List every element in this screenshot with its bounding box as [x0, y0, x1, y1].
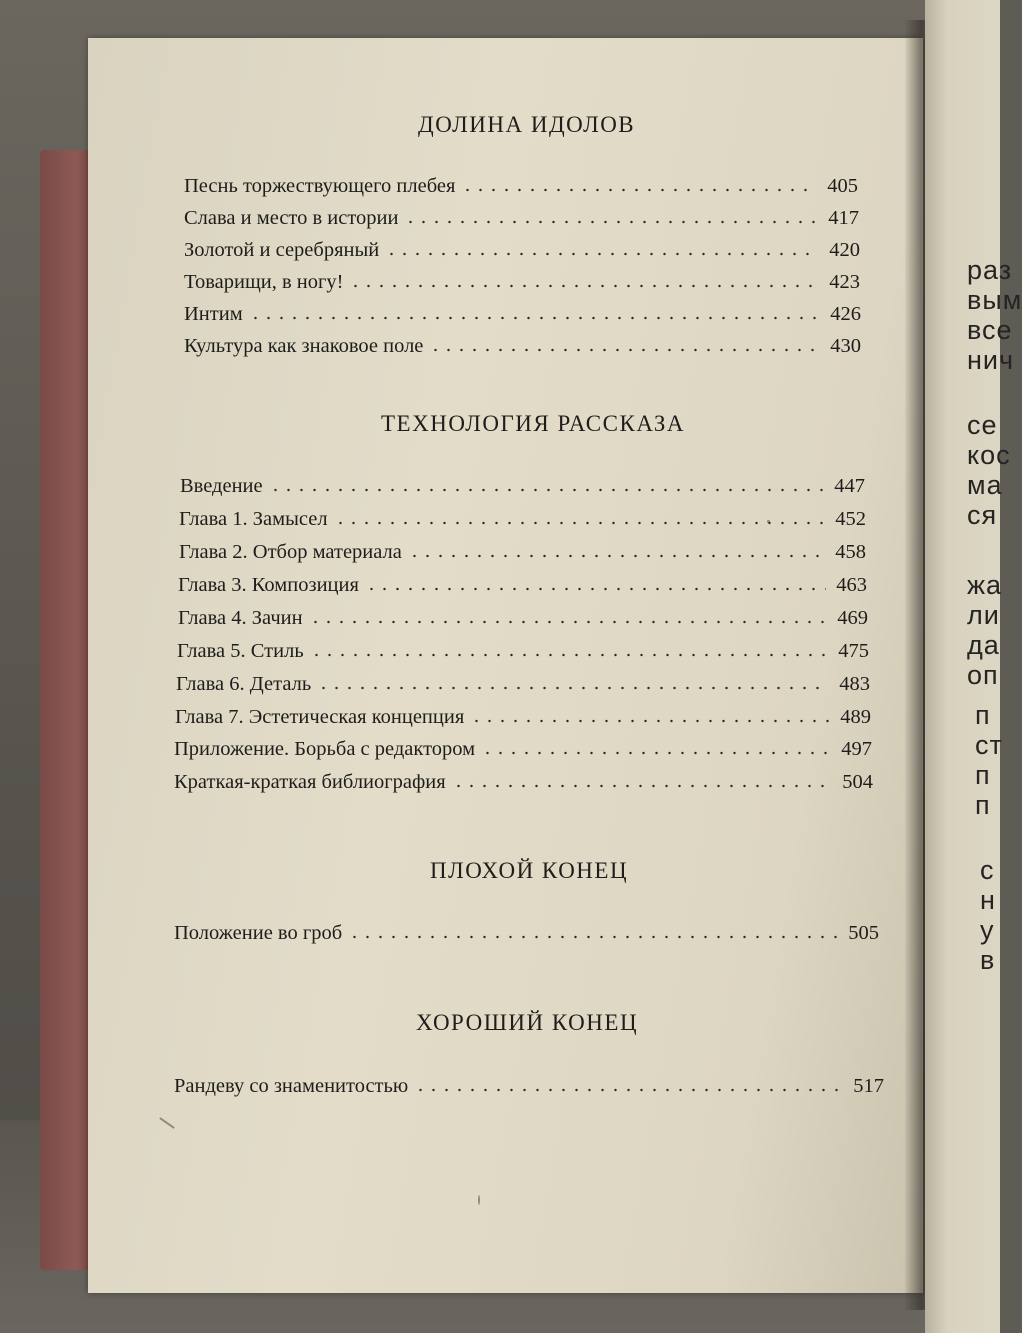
facing-page	[925, 0, 1022, 1333]
toc-entry	[179, 501, 866, 531]
dot-leader	[414, 1088, 843, 1092]
facing-page-fragment: жа	[967, 570, 1003, 600]
toc-entry	[184, 168, 858, 198]
toc-entry-page: 452	[835, 508, 866, 530]
toc-entry-title: Глава 1. Замысел	[179, 508, 328, 530]
facing-page-fragment: с	[980, 855, 995, 885]
section-title-plokhoy-konets: ПЛОХОЙ КОНЕЦ	[430, 858, 629, 883]
section-title-tekhnologiya-rasskaza: ТЕХНОЛОГИЯ РАССКАЗА	[381, 411, 685, 436]
dot-leader	[461, 188, 817, 192]
toc-entry-title: Слава и место в истории	[184, 207, 399, 229]
toc-entry	[174, 1068, 884, 1098]
toc-entry-page: 417	[828, 207, 859, 229]
dot-leader	[429, 348, 820, 352]
toc-entry	[184, 200, 859, 230]
dot-leader	[481, 751, 831, 755]
facing-page-fragment: п	[975, 760, 991, 790]
dot-leader	[249, 316, 821, 320]
toc-entry-page: 497	[841, 738, 872, 760]
toc-entry	[174, 764, 873, 794]
toc-entry-page: 489	[840, 706, 871, 728]
toc-entry-title: Положение во гроб	[174, 922, 343, 944]
toc-entry	[178, 600, 868, 630]
paper-speck	[478, 1195, 480, 1205]
facing-page-fragment: п	[975, 700, 991, 730]
toc-entry-page: 426	[830, 303, 861, 325]
toc-entry-page: 469	[837, 607, 868, 629]
facing-page-fragment: у	[980, 915, 995, 945]
toc-entry	[184, 232, 860, 262]
toc-entry-title: Товарищи, в ногу!	[184, 271, 344, 293]
toc-entry-page: 517	[853, 1075, 884, 1097]
toc-entry-page: 405	[827, 175, 858, 197]
toc-entry	[174, 915, 879, 945]
dot-leader	[348, 935, 838, 939]
facing-page-fragment: ст	[975, 730, 1003, 760]
facing-page-fragment: кос	[967, 440, 1011, 470]
dot-leader	[269, 488, 825, 492]
dot-leader	[317, 686, 829, 690]
facing-page-fragment: все	[967, 315, 1013, 345]
dot-leader	[310, 653, 829, 657]
dot-leader	[408, 554, 825, 558]
toc-entry	[184, 296, 861, 326]
dot-leader	[404, 220, 818, 224]
dot-leader	[365, 587, 826, 591]
toc-entry	[175, 699, 871, 729]
toc-entry	[180, 468, 865, 498]
toc-entry-title: Глава 3. Композиция	[178, 574, 359, 596]
facing-page-fragment: се	[967, 410, 998, 440]
dot-leader	[349, 284, 819, 288]
toc-entry	[177, 633, 869, 663]
toc-entry-title: Культура как знаковое поле	[184, 335, 424, 357]
facing-page-fragment: ма	[967, 470, 1003, 500]
dot-leader	[385, 252, 819, 256]
toc-entry-title: Краткая-краткая библиография	[174, 771, 446, 793]
toc-entry	[184, 328, 861, 358]
toc-entry-title: Глава 2. Отбор материала	[179, 541, 402, 563]
toc-entry-page: 458	[835, 541, 866, 563]
toc-entry-page: 463	[836, 574, 867, 596]
paper-speck	[767, 520, 770, 523]
toc-entry	[179, 534, 866, 564]
toc-entry	[176, 666, 870, 696]
dot-leader	[470, 719, 830, 723]
toc-entry-page: 423	[829, 271, 860, 293]
toc-entry-title: Интим	[184, 303, 243, 325]
facing-page-fragment: в	[980, 945, 996, 975]
dot-leader	[309, 620, 828, 624]
toc-entry-page: 504	[842, 771, 873, 793]
facing-page-fragment: да	[967, 630, 1000, 660]
toc-entry-page: 483	[839, 673, 870, 695]
toc-entry-title: Глава 4. Зачин	[178, 607, 303, 629]
toc-entry-title: Золотой и серебряный	[184, 239, 380, 261]
toc-entry-page: 505	[848, 922, 879, 944]
facing-page-fragment: ли	[967, 600, 1000, 630]
toc-entry-page: 420	[829, 239, 860, 261]
toc-entry-title: Введение	[180, 475, 263, 497]
facing-page-fragment: оп	[967, 660, 999, 690]
toc-entry-page: 475	[838, 640, 869, 662]
facing-page-fragment: вым	[967, 285, 1022, 315]
toc-entry-title: Глава 7. Эстетическая концепция	[175, 706, 465, 728]
toc-entry	[178, 567, 867, 597]
facing-page-fragment: н	[980, 885, 996, 915]
toc-entry	[174, 731, 872, 761]
toc-entry	[184, 264, 860, 294]
facing-page-fragment: п	[975, 790, 991, 820]
toc-entry-title: Песнь торжествующего плебея	[184, 175, 456, 197]
toc-entry-page: 430	[830, 335, 861, 357]
toc-entry-page: 447	[834, 475, 865, 497]
dot-leader	[452, 784, 833, 788]
section-title-dolina-idolov: ДОЛИНА ИДОЛОВ	[418, 112, 636, 137]
dot-leader	[334, 521, 826, 525]
section-title-khoroshiy-konets: ХОРОШИЙ КОНЕЦ	[416, 1010, 639, 1035]
facing-page-fragment: ся	[967, 500, 998, 530]
facing-page-fragment: раз	[967, 255, 1013, 285]
toc-entry-title: Глава 6. Деталь	[176, 673, 312, 695]
facing-page-fragment: нич	[967, 345, 1015, 375]
toc-entry-title: Рандеву со знаменитостью	[174, 1075, 409, 1097]
toc-entry-title: Глава 5. Стиль	[177, 640, 304, 662]
toc-entry-title: Приложение. Борьба с редактором	[174, 738, 476, 760]
